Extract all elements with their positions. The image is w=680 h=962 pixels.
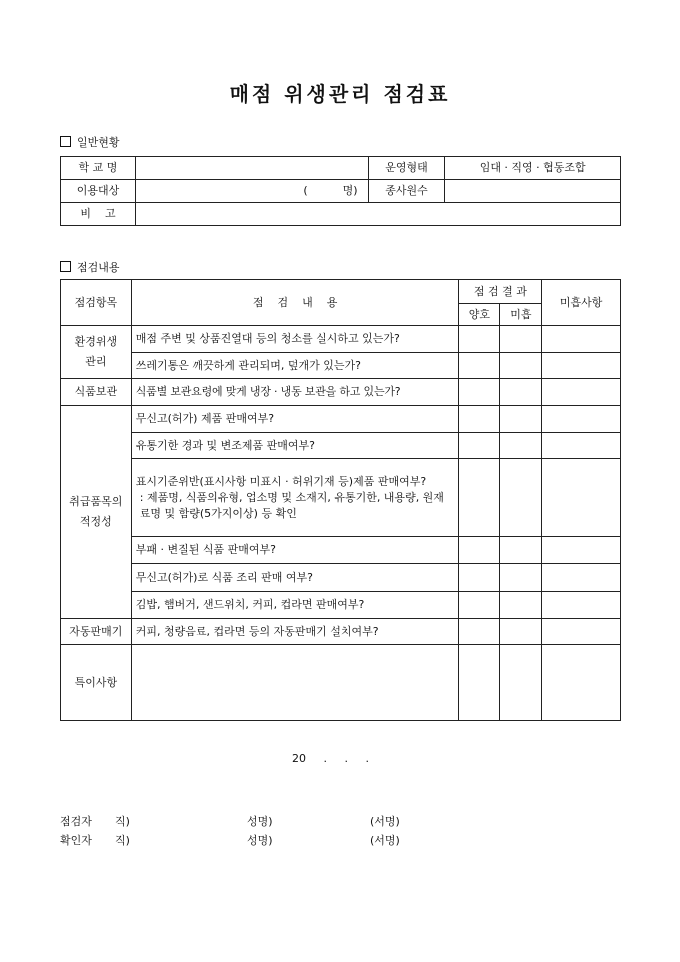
general-info-table: [60, 156, 621, 226]
note-cell[interactable]: [542, 592, 621, 619]
col-note-header: 미흡사항: [542, 280, 621, 326]
staff-count-field[interactable]: [445, 180, 621, 203]
col-item-header: 점검항목: [61, 280, 132, 326]
poor-cell[interactable]: [500, 326, 542, 353]
poor-cell[interactable]: [500, 406, 542, 433]
check-item: 쓰레기통은 깨끗하게 관리되며, 덮개가 있는가?: [131, 353, 459, 379]
confirmer-label: 확인자: [60, 834, 92, 847]
general-heading-label: 일반현황: [77, 136, 120, 149]
note-cell[interactable]: [542, 645, 621, 721]
col-content-header: 점 검 내 용: [131, 280, 459, 326]
poor-cell[interactable]: [500, 353, 542, 379]
good-cell[interactable]: [459, 537, 500, 564]
inspection-heading-label: 점검내용: [77, 261, 120, 274]
good-cell[interactable]: [459, 326, 500, 353]
school-label: 학 교 명: [61, 157, 136, 180]
poor-cell[interactable]: [500, 592, 542, 619]
poor-cell[interactable]: [500, 645, 542, 721]
check-item: 커피, 청량음료, 컵라면 등의 자동판매기 설치여부?: [131, 619, 459, 645]
note-cell[interactable]: [542, 459, 621, 537]
col-good-header: 양호: [459, 304, 500, 326]
good-cell[interactable]: [459, 592, 500, 619]
remarks-field[interactable]: [135, 203, 620, 226]
operation-label: 운영형태: [368, 157, 445, 180]
operation-type-options[interactable]: 임대 · 직영 · 협동조합: [445, 157, 621, 180]
check-item: 무신고(허가)로 식품 조리 판매 여부?: [131, 564, 459, 592]
check-item: 매점 주변 및 상품진열대 등의 청소를 실시하고 있는가?: [131, 326, 459, 353]
category-storage: 식품보관: [61, 379, 132, 406]
good-cell[interactable]: [459, 353, 500, 379]
category-handling: 취급품목의 적정성: [61, 406, 132, 619]
confirmer-position-field[interactable]: 직): [115, 834, 130, 847]
checkbox-square-icon: [60, 136, 71, 147]
note-cell[interactable]: [542, 564, 621, 592]
inspection-table: [60, 279, 621, 721]
good-cell[interactable]: [459, 459, 500, 537]
remarks-label: 비 고: [61, 203, 136, 226]
check-item: 식품별 보관요령에 맞게 냉장 · 냉동 보관을 하고 있는가?: [131, 379, 459, 406]
inspector-name-field[interactable]: 성명): [247, 815, 273, 828]
checkbox-square-icon: [60, 261, 71, 272]
good-cell[interactable]: [459, 564, 500, 592]
col-result-header: 점 검 결 과: [459, 280, 542, 304]
check-item: 김밥, 햄버거, 샌드위치, 커피, 컵라면 판매여부?: [131, 592, 459, 619]
inspector-position-field[interactable]: 직): [115, 815, 130, 828]
note-cell[interactable]: [542, 619, 621, 645]
users-label: 이용대상: [61, 180, 136, 203]
note-cell[interactable]: [542, 353, 621, 379]
category-special: 특이사항: [61, 645, 132, 721]
note-cell[interactable]: [542, 537, 621, 564]
check-item: 무신고(허가) 제품 판매여부?: [131, 406, 459, 433]
check-item-multiline: [131, 459, 459, 537]
check-item: 유통기한 경과 및 변조제품 판매여부?: [131, 433, 459, 459]
school-name-field[interactable]: [135, 157, 368, 180]
inspector-sign-field[interactable]: (서명): [370, 815, 400, 828]
good-cell[interactable]: [459, 406, 500, 433]
page-title: 매점 위생관리 점검표: [229, 82, 451, 106]
col-poor-header: 미흡: [500, 304, 542, 326]
poor-cell[interactable]: [500, 459, 542, 537]
poor-cell[interactable]: [500, 433, 542, 459]
date-line[interactable]: 20 . . .: [292, 752, 369, 765]
good-cell[interactable]: [459, 619, 500, 645]
check-item-detail: : 제품명, 식품의유형, 업소명 및 소재지, 유통기한, 내용량, 원재료명 및 함량(5가지이상) 등 확인: [139, 490, 444, 520]
category-vending: 자동판매기: [61, 619, 132, 645]
note-cell[interactable]: [542, 433, 621, 459]
poor-cell[interactable]: [500, 379, 542, 406]
section-general-heading: [60, 134, 120, 150]
confirmer-name-field[interactable]: 성명): [247, 834, 273, 847]
poor-cell[interactable]: [500, 619, 542, 645]
note-cell[interactable]: [542, 379, 621, 406]
note-cell[interactable]: [542, 406, 621, 433]
note-cell[interactable]: [542, 326, 621, 353]
poor-cell[interactable]: [500, 564, 542, 592]
check-item: 부패 · 변질된 식품 판매여부?: [131, 537, 459, 564]
special-notes-field[interactable]: [131, 645, 459, 721]
good-cell[interactable]: [459, 645, 500, 721]
check-item-text: 표시기준위반(표시사항 미표시 · 허위기재 등)제품 판매여부?: [135, 474, 427, 488]
users-count-field[interactable]: ( 명): [135, 180, 368, 203]
good-cell[interactable]: [459, 379, 500, 406]
staff-label: 종사원수: [368, 180, 445, 203]
poor-cell[interactable]: [500, 537, 542, 564]
confirmer-sign-field[interactable]: (서명): [370, 834, 400, 847]
section-inspection-heading: [60, 259, 120, 275]
inspector-label: 점검자: [60, 815, 92, 828]
good-cell[interactable]: [459, 433, 500, 459]
category-environment: 환경위생 관리: [61, 326, 132, 379]
